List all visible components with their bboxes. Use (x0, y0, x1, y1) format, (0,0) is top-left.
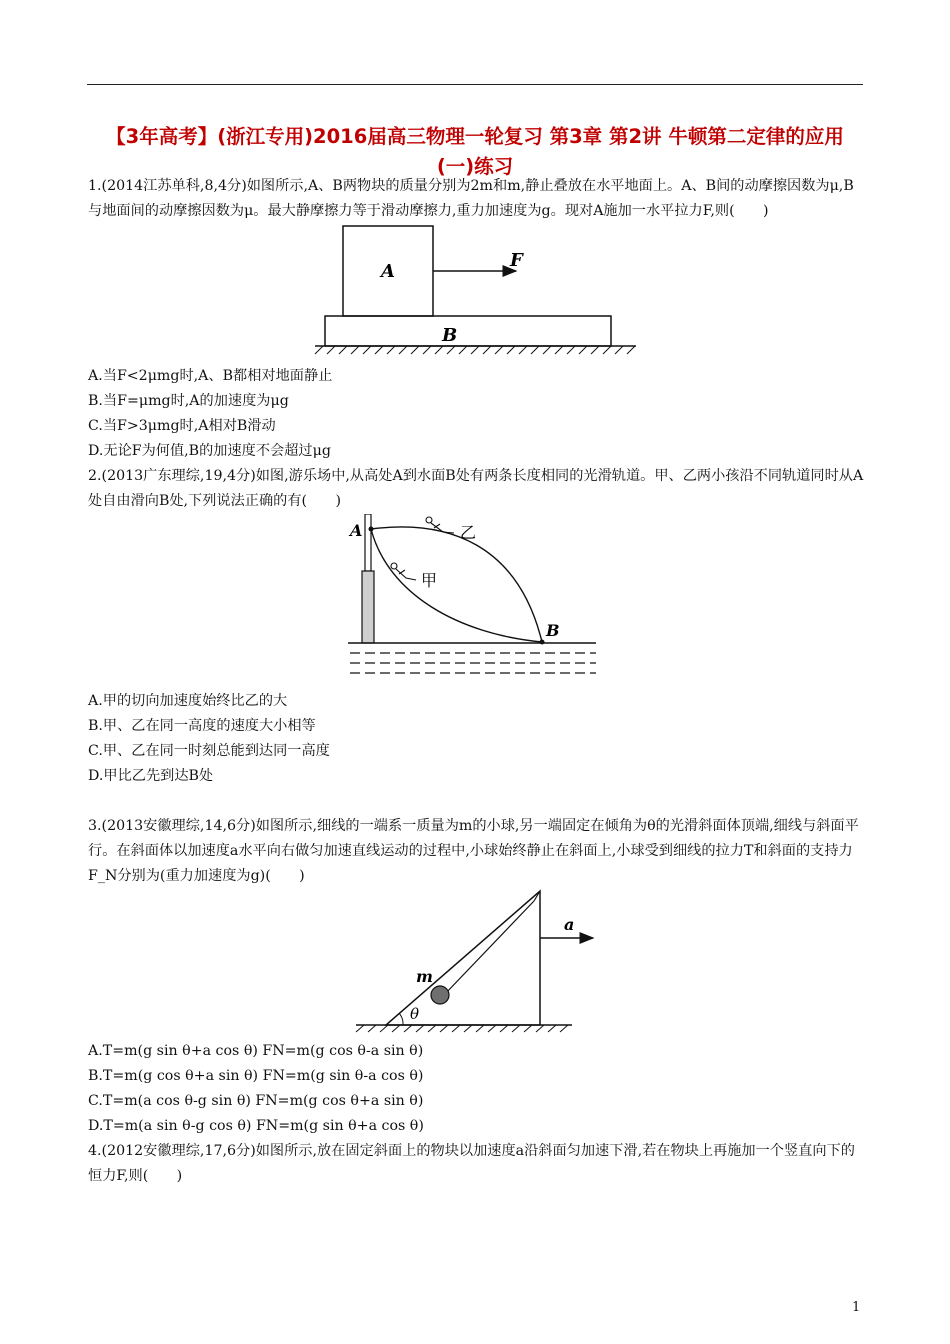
q1-option-b: B.当F=μmg时,A的加速度为μg (88, 393, 289, 409)
label-m: m (416, 967, 433, 986)
label-jia: 甲 (421, 571, 438, 590)
q2-option-c: C.甲、乙在同一时刻总能到达同一高度 (88, 743, 330, 759)
q3-options (88, 1039, 864, 1139)
page-number: 1 (852, 1300, 861, 1315)
label-a: A (381, 261, 395, 282)
document-title: 【3年高考】(浙江专用)2016届高三物理一轮复习 第3章 第2讲 牛顿第二定律的应用(一)练习 (106, 125, 844, 178)
label-a: A (350, 521, 363, 540)
q3-stem: 3.(2013安徽理综,14,6分)如图所示,细线的一端系一质量为m的小球,另一端固定在倾角为θ的光滑斜面体顶端,细线与斜面平行。在斜面体以加速度a水平向右做匀加速直线运动的过程中,小球始终静止在斜面上,小球受到细线的拉力T和斜面的支持力F_N分别为(重力加速度为g)( ) (88, 818, 859, 884)
q3-figure (88, 889, 864, 1039)
string-line (444, 901, 534, 995)
label-f: F (510, 250, 523, 271)
header-rule (87, 84, 863, 85)
child-jia-icon (391, 563, 416, 580)
q2-stem: 2.(2013广东理综,19,4分)如图,游乐场中,从高处A到水面B处有两条长度相同的光滑轨道。甲、乙两小孩沿不同轨道同时从A处自由滑向B处,下列说法正确的有( ) (88, 468, 864, 509)
q3-option-d: D.T=m(a sin θ-g cos θ) FN=m(g sin θ+a cos θ) (88, 1118, 424, 1134)
tower-base (362, 571, 374, 643)
block-b (325, 316, 611, 346)
q2-option-a: A.甲的切向加速度始终比乙的大 (88, 693, 288, 709)
tower-top (365, 514, 371, 571)
track-jia (371, 529, 542, 642)
label-b: B (442, 325, 458, 346)
q1-option-d: D.无论F为何值,B的加速度不会超过μg (88, 443, 331, 459)
q2-options (88, 689, 864, 789)
track-yi (371, 527, 542, 642)
q1-option-c: C.当F>3μmg时,A相对B滑动 (88, 418, 276, 434)
q1-figure (88, 224, 864, 364)
q2-option-b: B.甲、乙在同一高度的速度大小相等 (88, 718, 316, 734)
question-list (88, 174, 864, 1189)
q3-option-c: C.T=m(a cos θ-g sin θ) FN=m(g cos θ+a sin θ) (88, 1093, 424, 1109)
q1-option-a: A.当F<2μmg时,A、B都相对地面静止 (88, 368, 333, 384)
q3-option-a: A.T=m(g sin θ+a cos θ) FN=m(g cos θ-a sin θ) (88, 1043, 424, 1059)
q4-stem: 4.(2012安徽理综,17,6分)如图所示,放在固定斜面上的物块以加速度a沿斜面匀加速下滑,若在物块上再施加一个竖直向下的恒力F,则( ) (88, 1143, 855, 1184)
label-theta: θ (410, 1005, 420, 1023)
q2-figure (88, 514, 864, 689)
q1-options (88, 364, 864, 464)
q3-option-b: B.T=m(g cos θ+a sin θ) FN=m(g sin θ-a cos θ) (88, 1068, 424, 1084)
q1-stem: 1.(2014江苏单科,8,4分)如图所示,A、B两物块的质量分别为2m和m,静止叠放在水平地面上。A、B间的动摩擦因数为μ,B与地面间的动摩擦因数为μ。最大静摩擦力等于滑动摩擦力,重力加速度为g。现对A施加一水平拉力F,则( ) (88, 178, 854, 219)
q2-option-d: D.甲比乙先到达B处 (88, 768, 214, 784)
ball (431, 986, 449, 1004)
label-a: a (564, 915, 575, 934)
label-b: B (546, 621, 560, 640)
label-yi: 乙 (460, 523, 477, 542)
